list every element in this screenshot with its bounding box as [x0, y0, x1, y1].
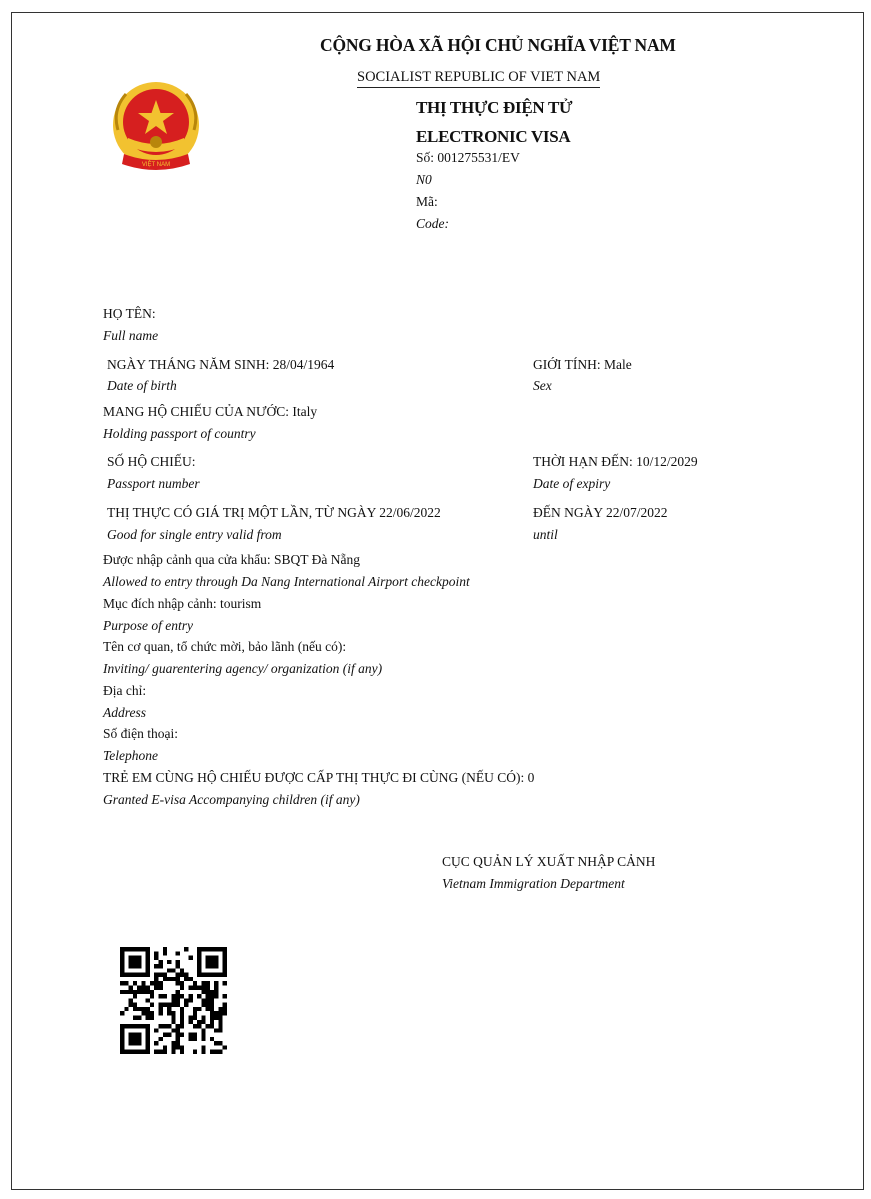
- agency-label-en: Inviting/ guarentering agency/ organization (if any): [103, 661, 383, 676]
- visa-title-en: ELECTRONIC VISA: [416, 127, 571, 146]
- sex-label: GIỚI TÍNH: Male: [533, 357, 632, 372]
- full-name-label-en: Full name: [103, 328, 159, 343]
- country-name-vi: CỘNG HÒA XÃ HỘI CHỦ NGHĨA VIỆT NAM: [320, 35, 676, 55]
- passport-country-label: MANG HỘ CHIẾU CỦA NƯỚC: Italy: [103, 404, 318, 419]
- issuer-name-en: Vietnam Immigration Department: [442, 876, 625, 891]
- passport-country-label-en: Holding passport of country: [103, 426, 256, 441]
- expiry-label-en: Date of expiry: [533, 476, 611, 491]
- passport-number-label: SỐ HỘ CHIẾU:: [107, 454, 196, 469]
- children-label: TRẺ EM CÙNG HỘ CHIẾU ĐƯỢC CẤP THỊ THỰC ĐI CÙNG (NẾU CÓ): 0: [103, 770, 535, 785]
- phone-label: Số điện thoại:: [103, 726, 178, 741]
- children-label-en: Granted E-visa Accompanying children (if any): [103, 792, 360, 807]
- purpose-label-en: Purpose of entry: [103, 618, 193, 633]
- agency-label: Tên cơ quan, tổ chức mời, bảo lãnh (nếu có):: [103, 639, 347, 654]
- visa-number-en: N0: [416, 172, 432, 187]
- sex-label-en: Sex: [533, 378, 552, 393]
- dob-label-en: Date of birth: [107, 378, 177, 393]
- valid-from-label-en: Good for single entry valid from: [107, 527, 282, 542]
- valid-from-label: THỊ THỰC CÓ GIÁ TRỊ MỘT LẦN, TỪ NGÀY 22/06/2022: [107, 505, 441, 520]
- country-name-en: SOCIALIST REPUBLIC OF VIET NAM: [357, 69, 600, 88]
- full-name-label: HỌ TÊN:: [103, 306, 156, 321]
- valid-until-label: ĐẾN NGÀY 22/07/2022: [533, 505, 668, 520]
- entry-point-label-en: Allowed to entry through Da Nang International Airport checkpoint: [103, 574, 470, 589]
- national-emblem-icon: [104, 80, 208, 178]
- phone-label-en: Telephone: [103, 748, 158, 763]
- visa-number: Số: 001275531/EV: [416, 150, 520, 165]
- qr-code-icon: [120, 947, 227, 1054]
- visa-code-label: Mã:: [416, 194, 438, 209]
- expiry-label: THỜI HẠN ĐẾN: 10/12/2029: [533, 454, 698, 469]
- address-label-en: Address: [103, 705, 146, 720]
- address-label: Địa chỉ:: [103, 683, 147, 698]
- visa-code-en: Code:: [416, 216, 449, 231]
- dob-label: NGÀY THÁNG NĂM SINH: 28/04/1964: [107, 357, 335, 372]
- entry-point-label: Được nhập cảnh qua cửa khẩu: SBQT Đà Nẵng: [103, 552, 360, 567]
- purpose-label: Mục đích nhập cảnh: tourism: [103, 596, 262, 611]
- visa-title-vi: THỊ THỰC ĐIỆN TỬ: [416, 98, 573, 117]
- valid-until-label-en: until: [533, 527, 558, 542]
- passport-number-label-en: Passport number: [107, 476, 200, 491]
- svg-text:VIỆT NAM: VIỆT NAM: [141, 162, 171, 168]
- issuer-name: CỤC QUẢN LÝ XUẤT NHẬP CẢNH: [442, 854, 656, 869]
